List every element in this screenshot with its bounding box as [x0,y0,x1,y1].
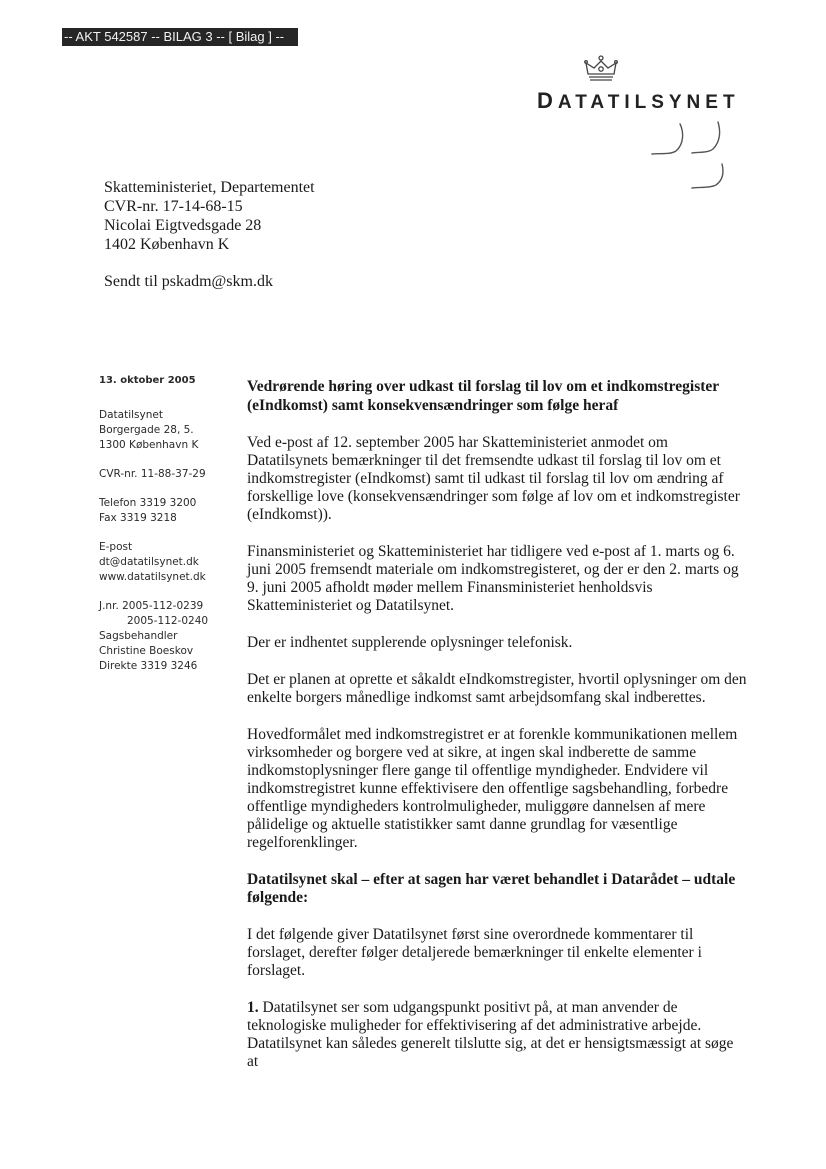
recipient-line: CVR-nr. 17-14-68-15 [104,198,243,215]
journal-number: J.nr. 2005-112-0239 [99,600,204,612]
sender-address-line: 1300 København K [99,439,199,451]
email-value: dt@datatilsynet.dk [99,556,199,568]
numbered-paragraph [247,999,747,1071]
paragraph: Finansministeriet og Skatteministeriet har tidligere ved e-post af 1. marts og 6. juni 2005 fremsendt materiale om indkomstregisteret, og der er den 2. marts og 9. juni 2005 afholdt møder mellem Finansministeriet henholdsvis Skatteministeriet og Datatilsynet. [247,543,739,614]
logo-rest: ATATILSYNET [557,92,740,113]
recipient-line: Nicolai Eigtvedsgade 28 [104,217,262,234]
email-label: E-post [99,541,133,553]
phone-line: Telefon 3319 3200 [99,497,197,509]
crown-icon [584,54,618,84]
sender-contact [99,540,239,585]
sent-to: Sendt til pskadm@skm.dk [104,273,273,290]
letter-heading: Vedrørende høring over udkast til forslag til lov om et indkomstregister (eIndkomst) samt konsekvensændringer som følge heraf [247,378,719,414]
sender-phone [99,496,239,526]
paragraph-text: Datatilsynet ser som udgangspunkt positivt på, at man anvender de teknologiske muligheder for effektivisering af det administrative arbejde. Datatilsynet kan således generelt tilslutte sig, at det er hensigtsmæssigt at søge at [247,999,734,1070]
website-value: www.datatilsynet.dk [99,571,206,583]
logo-first-letter: D [537,88,558,113]
paragraph: I det følgende giver Datatilsynet først sine overordnede kommentarer til forslaget, derefter følger detaljerede bemærkninger til enkelte elementer i forslaget. [247,926,702,979]
paragraph: Der er indhentet supplerende oplysninger telefonisk. [247,634,573,651]
case-handler-label: Sagsbehandler [99,630,178,642]
sender-cvr: CVR-nr. 11-88-37-29 [99,468,206,480]
case-handler-phone: Direkte 3319 3246 [99,660,198,672]
letter-body [247,377,747,1090]
section-subheading: Datatilsynet skal – efter at sagen har været behandlet i Datarådet – udtale følgende: [247,871,736,906]
fax-line: Fax 3319 3218 [99,512,177,524]
archive-stamp: -- AKT 542587 -- BILAG 3 -- [ Bilag ] -- [62,28,298,46]
sender-address-line: Datatilsynet [99,409,163,421]
recipient-address [104,178,315,254]
case-handler-name: Christine Boeskov [99,645,194,657]
case-info [99,599,239,674]
datatilsynet-logo [537,88,740,114]
recipient-line: Skatteministeriet, Departementet [104,179,315,196]
paragraph: Ved e-post af 12. september 2005 har Skatteministeriet anmodet om Datatilsynets bemærkninger til det fremsendte udkast til forslag til lov om et indkomstregister (eIndkomst) samt til udkast til forslag til lov om ændring af forskellige love (konsekvensændringer som følge af lov om et indkomstregister (eIndkomst)). [247,434,740,523]
paragraph: Det er planen at oprette et såkaldt eIndkomstregister, hvortil oplysninger om den enkelte borgers månedlige indkomst samt arbejdsomfang skal indberettes. [247,671,747,706]
sender-address [99,408,239,453]
handwritten-initials [628,118,728,198]
journal-number-2: 2005-112-0240 [127,615,209,627]
paragraph: Hovedformålet med indkomstregistret er at forenkle kommunikationen mellem virksomheder og borgere ved at sikre, at ingen skal indberette de samme indkomstoplysninger flere gange til offentlige myndigheder. Endvidere vil indkomstregistret kunne effektivisere den offentlige sagsbehandling, forbedre offentlige myndigheders kontrolmuligheder, muliggøre dannelsen af mere pålidelige og aktuelle statistikker samt danne grundlag for væsentlige regelforenklinger. [247,726,738,851]
recipient-line: 1402 København K [104,236,230,253]
sender-sidebar [99,373,239,674]
letter-date: 13. oktober 2005 [99,375,196,386]
paragraph-number: 1. [247,999,259,1016]
sender-address-line: Borgergade 28, 5. [99,424,194,436]
